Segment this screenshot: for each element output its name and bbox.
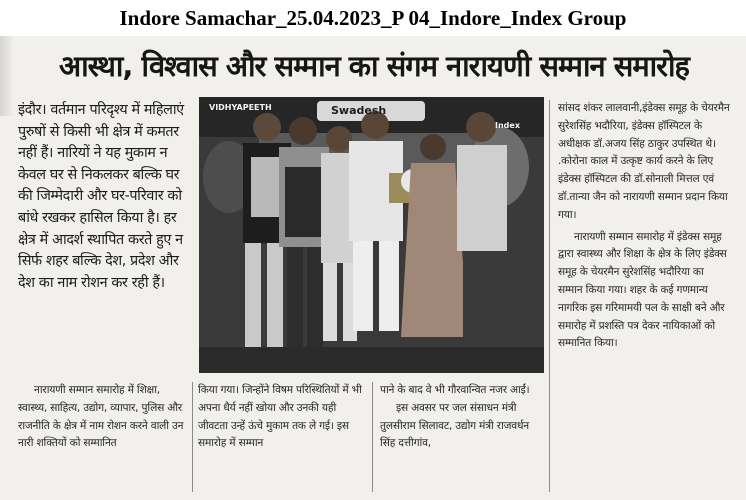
article-headline: आस्था, विश्वास और सम्मान का संगम नारायणी सम्मान समारोह: [59, 49, 689, 83]
document-caption: Indore Samachar_25.04.2023_P 04_Indore_Index Group: [119, 6, 627, 30]
article-column-3: [380, 382, 540, 453]
column-divider: [192, 382, 193, 492]
scan-shadow: [0, 36, 14, 116]
column-4-paragraph-2: नारायणी सम्मान समारोह में इंडेक्स समूह द्वारा स्वास्थ्य और शिक्षा के क्षेत्र के लिए इंडेक्स समूह के चेयरमैन सुरेशसिंह भदौरिया का सम्मान किया गया। शहर के कई गणमान्य नागरिक इस गरिमामयी पल के साक्षी बने और समारोह में प्रशस्ति पत्र देकर नायिकाओं को सम्मानित किया।: [558, 230, 727, 350]
article-column-1: नारायणी सम्मान समारोह में शिक्षा, स्वास्थ्य, साहित्य, उद्योग, व्यापार, पुलिस और राजनीति के क्षेत्र में नाम रोशन करने वाली उन नारी शक्तियों को सम्मानित: [18, 384, 184, 450]
article-lead-paragraph: इंदौर। वर्तमान परिदृश्य में महिलाएं पुरुषों से किसी भी क्षेत्र में कमतर नहीं हैं। नारियों ने यह मुकाम न केवल घर से निकलकर बल्कि घर की जिम्मेदारी और घर-परिवार को बांधे रखकर हासिल किया है। हर क्षेत्र में आदर्श स्थापित करते हुए न सिर्फ शहर बल्कि देश, प्रदेश और देश का नाम रोशन कर रही हैं।: [18, 102, 184, 291]
banner-text-center: Swadesh: [331, 104, 387, 117]
event-photo-illustration: [199, 97, 544, 373]
article-photo: [199, 97, 544, 373]
article-column-4: [558, 100, 730, 353]
column-3-paragraph-2: इस अवसर पर जल संसाधन मंत्री तुलसीराम सिलावट, उद्योग मंत्री राजवर्धन सिंह दत्तीगांव,: [380, 401, 529, 450]
article-column-2: किया गया। जिन्होंने विषम परिस्थितियों में भी अपना धैर्य नहीं खोया और उनकी यही जीवटता उन्हें ऊंचे मुकाम तक ले गई। इस समारोह में सम्मान: [198, 384, 362, 450]
column-divider: [372, 382, 373, 492]
banner-text-right: Index: [495, 121, 520, 130]
banner-text-left: VIDHYAPEETH: [209, 103, 272, 112]
column-divider: [549, 100, 550, 492]
column-3-paragraph-1: पाने के बाद वे भी गौरवान्वित नजर आईं।: [380, 384, 530, 396]
column-4-paragraph-1: सांसद शंकर लालवानी,इंडेक्स समूह के चेयरमैन सुरेशसिंह भदौरिया, इंडेक्स हॉस्पिटल के अधीक्षक डॉ.अजय सिंह ठाकुर उपस्थित थे। .कोरोना काल में उत्कृष्ट कार्य करने के लिए इंडेक्स हॉस्पिटल की डॉ.सोनाली मित्तल एवं डॉ.तान्या जैन को नारायणी सम्मान प्रदान किया गया।: [558, 102, 730, 221]
